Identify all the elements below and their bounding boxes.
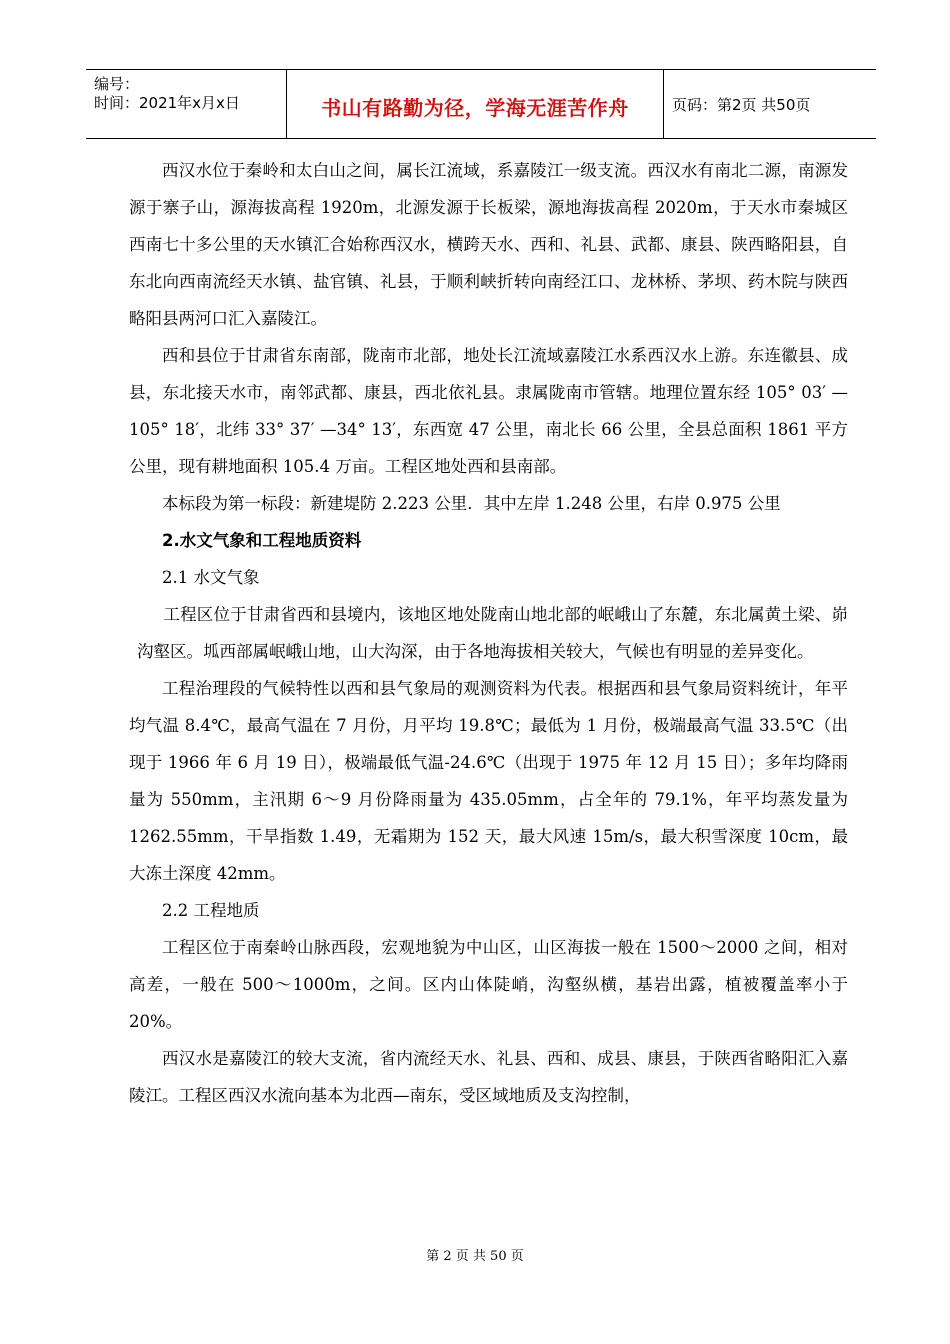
paragraph-geomorphology: 工程区位于南秦岭山脉西段，宏观地貌为中山区，山区海拔一般在 1500～2000 之间，相对高差，一般在 500～1000m，之间。区内山体陡峭，沟壑纵横，基岩出露，植被覆盖率小于 20%。 — [129, 938, 848, 1031]
header-info-cell — [86, 70, 287, 138]
paragraph-project-area: 工程区位于甘肃省西和县境内，该地区地处陇南山地北部的岷峨山了东麓，东北属黄土梁、峁沟壑区。坬西部属岷峨山地，山大沟深，由于各地海拔相关较大，气候也有明显的差异变化。 — [137, 605, 848, 661]
paragraph-climate: 工程治理段的气候特性以西和县气象局的观测资料为代表。根据西和县气象局资料统计，年平均气温 8.4℃，最高气温在 7 月份，月平均 19.8℃；最低为 1 月份，极端最高气温 33.5℃（出现于 1966 年 6 月 19 日），极端最低气温-24.6℃（出现于 1975 年 12 月 15 日）；多年均降雨量为 550mm，主汛期 6～9 月份降雨量为 435.05mm，占全年的 79.1%，年平均蒸发量为 1262.55mm，干旱指数 1.49，无霜期为 152 天，最大风速 15m/s，最大积雪深度 10cm，最大冻土深度 42mm。 — [129, 679, 848, 883]
section-heading-hydrology-geology: 2.水文气象和工程地质资料 — [162, 531, 362, 550]
document-code-label: 编号： — [94, 75, 140, 93]
page-footer: 第 2 页 共 50 页 — [426, 1249, 524, 1264]
header-page-cell — [664, 70, 876, 138]
page-header — [86, 69, 876, 139]
header-motto: 书山有路勤为径，学海无涯苦作舟 — [321, 96, 629, 120]
header-motto-cell — [287, 70, 664, 138]
document-body — [129, 152, 848, 1114]
paragraph-xihe-county: 西和县位于甘肃省东南部，陇南市北部，地处长江流域嘉陵江水系西汉水上游。东连徽县、成县，东北接天水市，南邻武都、康县，西北依礼县。隶属陇南市管辖。地理位置东经 105° 03′ — 105° 18′，北纬 33° 37′ —34° 13′，东西宽 47 公里，南北长 66 公里，全县总面积 1861 平方公里，现有耕地面积 105.4 万亩。工程区地处西和县南部。 — [129, 346, 848, 476]
paragraph-river-flow: 西汉水是嘉陵江的较大支流，省内流经天水、礼县、西和、成县、康县，于陕西省略阳汇入嘉陵江。工程区西汉水流向基本为北西—南东，受区域地质及支沟控制， — [129, 1049, 848, 1105]
subsection-heading-hydrometeorology: 2.1 水文气象 — [162, 568, 260, 587]
document-time-label: 时间：2021年x月x日 — [94, 94, 240, 112]
header-page-number: 页码：第2页 共50页 — [672, 96, 811, 114]
subsection-heading-geology: 2.2 工程地质 — [162, 901, 260, 920]
paragraph-section-scope: 本标段为第一标段：新建堤防 2.223 公里．其中左岸 1.248 公里，右岸 0.975 公里 — [162, 494, 781, 513]
paragraph-xihanshui: 西汉水位于秦岭和太白山之间，属长江流域，系嘉陵江一级支流。西汉水有南北二源，南源发源于寨子山，源海拔高程 1920m，北源发源于长板梁，源地海拔高程 2020m，于天水市秦城区西南七十多公里的天水镇汇合始称西汉水，横跨天水、西和、礼县、武都、康县、陕西略阳县，自东北向西南流经天水镇、盐官镇、礼县，于顺利峡折转向南经江口、龙林桥、茅坝、药木院与陕西略阳县两河口汇入嘉陵江。 — [129, 161, 848, 328]
